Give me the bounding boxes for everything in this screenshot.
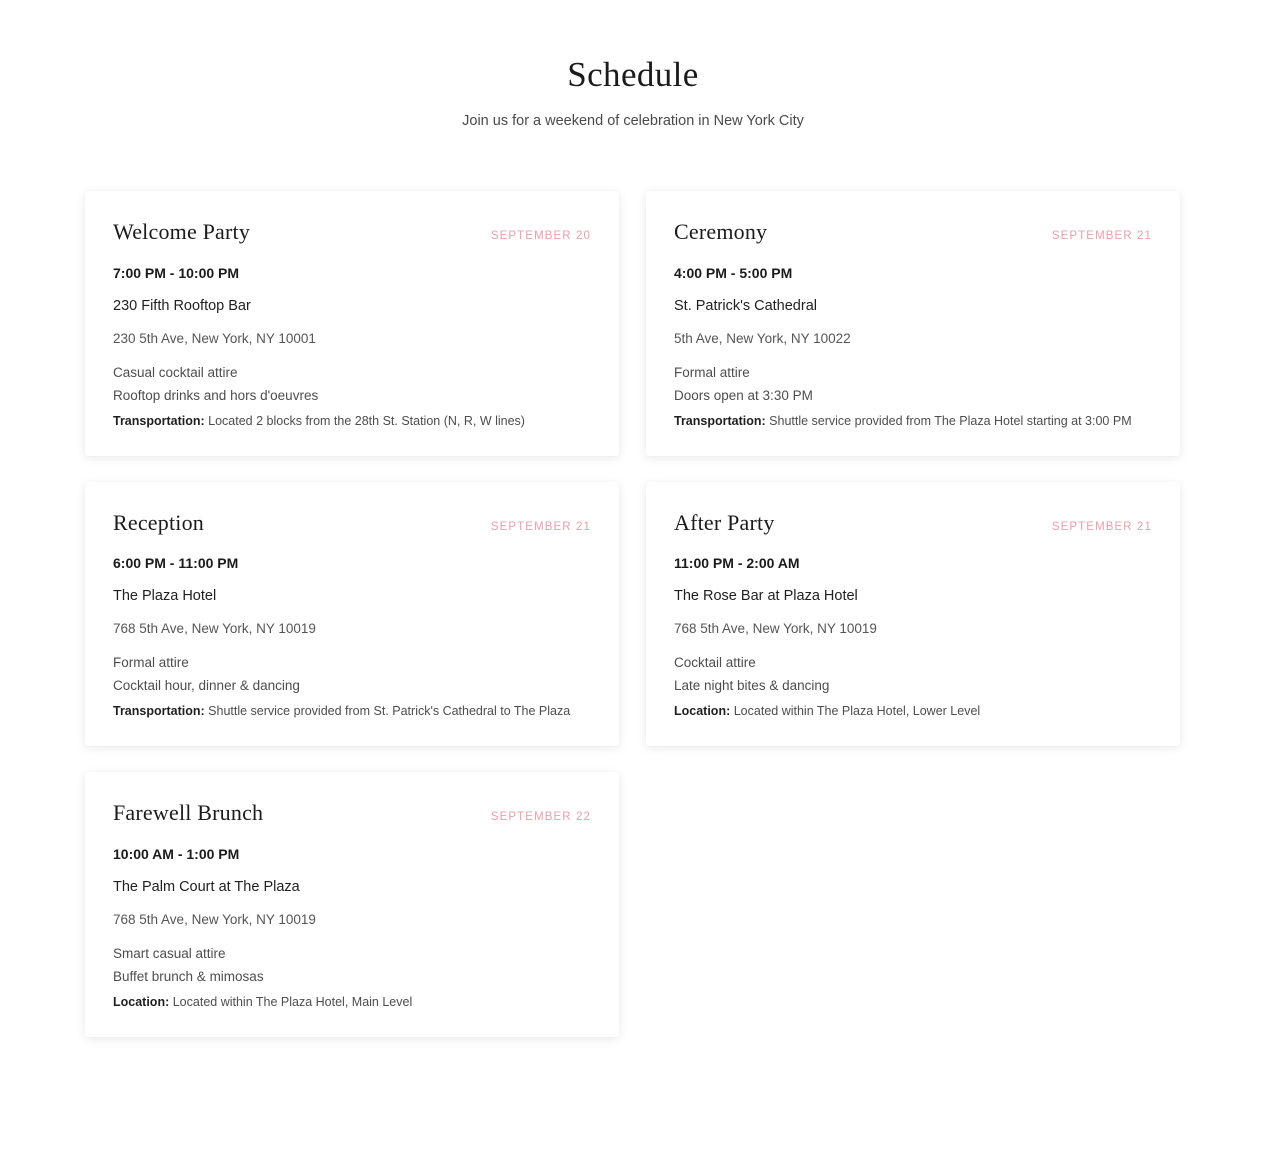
event-name: Ceremony bbox=[674, 219, 768, 245]
event-note-label: Location: bbox=[674, 704, 731, 719]
event-note-text: Located 2 blocks from the 28th St. Station (N, R, W lines) bbox=[208, 413, 525, 428]
event-address: 5th Ave, New York, NY 10022 bbox=[674, 330, 851, 346]
event-note bbox=[674, 702, 1152, 720]
event-description: Late night bites & dancing bbox=[674, 678, 830, 694]
event-card bbox=[85, 191, 619, 456]
event-note-text: Located within The Plaza Hotel, Lower Level bbox=[733, 704, 981, 719]
event-note bbox=[113, 993, 591, 1011]
event-venue: The Rose Bar at Plaza Hotel bbox=[674, 588, 858, 605]
event-address: 768 5th Ave, New York, NY 10019 bbox=[113, 911, 316, 927]
event-time: 10:00 AM - 1:00 PM bbox=[113, 845, 240, 862]
schedule-card-grid bbox=[85, 191, 1181, 1037]
event-venue: St. Patrick's Cathedral bbox=[674, 297, 817, 314]
event-date: SEPTEMBER 20 bbox=[490, 230, 591, 243]
event-date: SEPTEMBER 21 bbox=[1051, 520, 1152, 533]
event-card-header bbox=[113, 510, 591, 536]
event-description: Doors open at 3:30 PM bbox=[674, 387, 813, 403]
event-card bbox=[646, 191, 1180, 456]
event-attire: Formal attire bbox=[113, 655, 189, 671]
event-note-label: Transportation: bbox=[113, 413, 205, 428]
event-date: SEPTEMBER 21 bbox=[1051, 230, 1152, 243]
event-card-header bbox=[674, 510, 1152, 536]
event-time: 11:00 PM - 2:00 AM bbox=[674, 555, 800, 572]
event-card-header bbox=[113, 219, 591, 245]
event-card-header bbox=[674, 219, 1152, 245]
event-note-text: Located within The Plaza Hotel, Main Level bbox=[172, 994, 413, 1009]
event-note bbox=[113, 702, 591, 720]
page-header bbox=[0, 55, 1266, 129]
event-name: Reception bbox=[113, 509, 204, 535]
event-description: Buffet brunch & mimosas bbox=[113, 968, 264, 984]
event-note bbox=[674, 412, 1152, 430]
event-date: SEPTEMBER 21 bbox=[490, 520, 591, 533]
event-note-label: Location: bbox=[113, 994, 170, 1009]
event-name: After Party bbox=[674, 509, 775, 535]
event-attire: Cocktail attire bbox=[674, 655, 756, 671]
event-description: Cocktail hour, dinner & dancing bbox=[113, 678, 300, 694]
event-venue: The Plaza Hotel bbox=[113, 588, 217, 605]
event-attire: Formal attire bbox=[674, 364, 750, 380]
event-venue: The Palm Court at The Plaza bbox=[113, 878, 300, 895]
event-card bbox=[85, 772, 619, 1037]
event-note-label: Transportation: bbox=[113, 704, 205, 719]
event-venue: 230 Fifth Rooftop Bar bbox=[113, 297, 251, 314]
event-address: 768 5th Ave, New York, NY 10019 bbox=[113, 621, 316, 637]
event-date: SEPTEMBER 22 bbox=[490, 811, 591, 824]
event-address: 230 5th Ave, New York, NY 10001 bbox=[113, 330, 316, 346]
event-name: Welcome Party bbox=[113, 219, 251, 245]
event-note-label: Transportation: bbox=[674, 413, 766, 428]
event-time: 4:00 PM - 5:00 PM bbox=[674, 264, 793, 281]
event-note-text: Shuttle service provided from The Plaza Hotel starting at 3:00 PM bbox=[769, 413, 1132, 428]
page-subtitle: Join us for a weekend of celebration in New York City bbox=[462, 113, 804, 130]
event-time: 6:00 PM - 11:00 PM bbox=[113, 555, 239, 572]
event-card bbox=[646, 482, 1180, 747]
page-title: Schedule bbox=[567, 55, 699, 94]
event-time: 7:00 PM - 10:00 PM bbox=[113, 264, 240, 281]
event-card-header bbox=[113, 800, 591, 826]
event-attire: Casual cocktail attire bbox=[113, 364, 238, 380]
grid-spacer bbox=[646, 772, 1180, 1037]
event-name: Farewell Brunch bbox=[113, 800, 264, 826]
event-note-text: Shuttle service provided from St. Patrick's Cathedral to The Plaza bbox=[208, 704, 571, 719]
event-description: Rooftop drinks and hors d'oeuvres bbox=[113, 387, 319, 403]
event-attire: Smart casual attire bbox=[113, 945, 226, 961]
event-note bbox=[113, 412, 591, 430]
event-address: 768 5th Ave, New York, NY 10019 bbox=[674, 621, 877, 637]
event-card bbox=[85, 482, 619, 747]
